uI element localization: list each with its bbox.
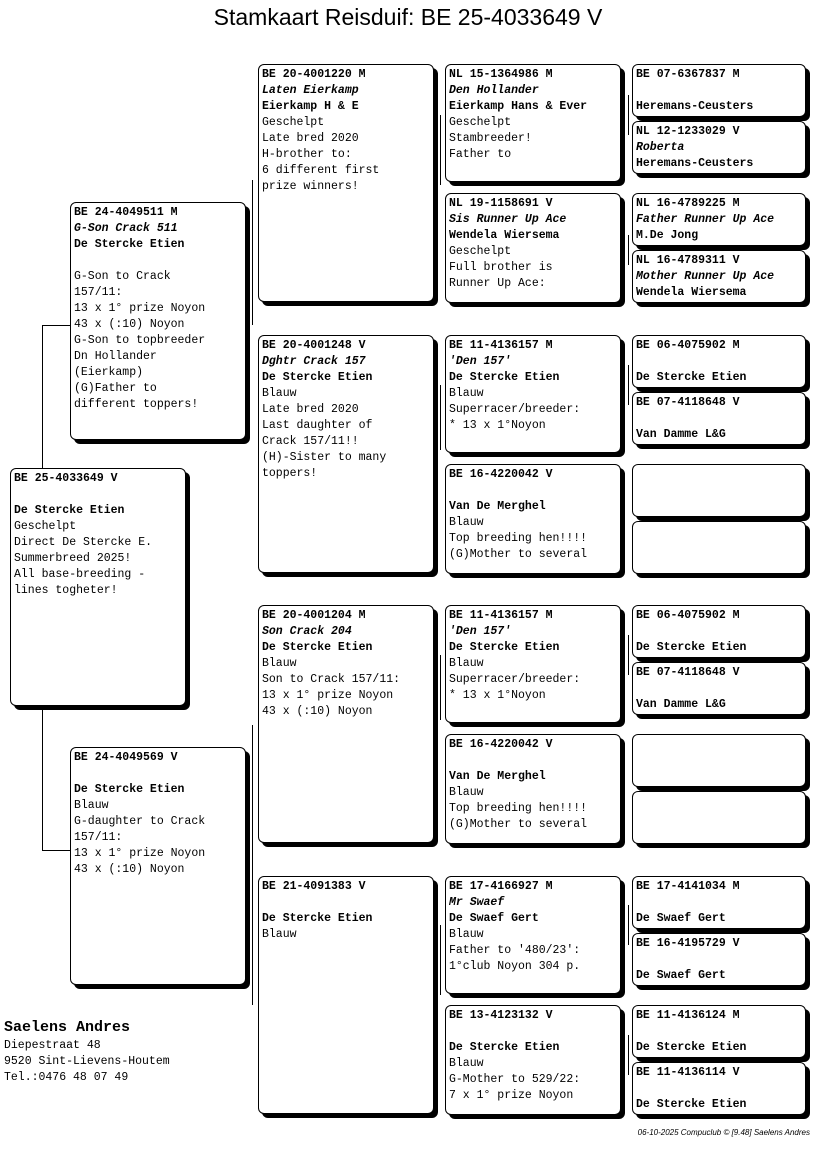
remark-line: Top breeding hen!!!! [449, 532, 588, 545]
pigeon-card-g4a [632, 64, 806, 117]
remark-line: Blauw [262, 387, 297, 400]
pigeon-card-g2b [258, 335, 434, 573]
ring-number: BE 20-4001220 M [262, 68, 366, 81]
owner-name: Heremans-Ceusters [636, 100, 754, 113]
pigeon-card-g3d [445, 464, 621, 574]
ring-number [636, 524, 802, 540]
ring-number: BE 06-4075902 M [636, 339, 740, 352]
spacer [636, 753, 802, 769]
spacer [636, 681, 802, 697]
pigeon-name: G-Son Crack 511 [74, 222, 178, 235]
owner-name [636, 556, 802, 572]
owner-name: De Stercke Etien [636, 371, 747, 384]
connector-line [42, 850, 70, 851]
pigeon-name: Father Runner Up Ace [636, 213, 775, 226]
remark-line: Late bred 2020 [262, 403, 359, 416]
spacer [636, 952, 802, 968]
ring-number: BE 07-6367837 M [636, 68, 740, 81]
pigeon-name [449, 483, 617, 499]
remark-line: Full brother is [449, 261, 553, 274]
breeder-name: Saelens Andres [4, 1019, 131, 1036]
owner-name: Wendela Wiersema [636, 286, 747, 299]
pigeon-card-g4g [632, 464, 806, 517]
remark-line: * 13 x 1°Noyon [449, 419, 546, 432]
pigeon-card-g4h [632, 521, 806, 574]
pigeon-name: Sis Runner Up Ace [449, 213, 567, 226]
remark-line: Superracer/breeder: [449, 403, 581, 416]
pigeon-name [449, 753, 617, 769]
breeder-phone: Tel.:0476 48 07 49 [4, 1071, 129, 1084]
pigeon-card-g4n [632, 933, 806, 986]
remark-line: (G)Mother to several [449, 548, 588, 561]
owner-name [636, 499, 802, 515]
pigeon-card-g2d [258, 876, 434, 1114]
pigeon-card-g2c [258, 605, 434, 843]
pigeon-name [14, 487, 182, 503]
remark-line: All base-breeding - [14, 568, 146, 581]
remark-line: Son to Crack 157/11: [262, 673, 401, 686]
remark-line: Geschelpt [14, 520, 77, 533]
pigeon-card-g4i [632, 605, 806, 658]
breeder-street: Diepestraat 48 [4, 1039, 101, 1052]
ring-number: BE 11-4136114 V [636, 1066, 740, 1079]
pigeon-name: 'Den 157' [449, 625, 512, 638]
ring-number: NL 15-1364986 M [449, 68, 553, 81]
remark-line: Direct De Stercke E. [14, 536, 153, 549]
pigeon-card-g3c [445, 335, 621, 453]
ring-number: BE 11-4136157 M [449, 339, 553, 352]
connector-line [252, 180, 253, 325]
spacer [636, 810, 802, 826]
ring-number [636, 737, 802, 753]
remark-line: 13 x 1° prize Noyon [74, 302, 206, 315]
remark-line: (H)-Sister to many [262, 451, 387, 464]
owner-name: Heremans-Ceusters [636, 157, 754, 170]
ring-number: BE 20-4001248 V [262, 339, 366, 352]
remark-line: Blauw [449, 1057, 484, 1070]
remark-line: (G)Father to [74, 382, 157, 395]
owner-name: De Stercke Etien [636, 641, 747, 654]
connector-line [440, 655, 441, 720]
owner-name: De Stercke Etien [449, 1041, 560, 1054]
pigeon-card-g4o [632, 1005, 806, 1058]
remark-line: Father to [449, 148, 512, 161]
ring-number: BE 17-4166927 M [449, 880, 553, 893]
spacer [636, 540, 802, 556]
remark-line: Geschelpt [449, 245, 512, 258]
pigeon-card-g3a [445, 64, 621, 182]
remark-line: lines togheter! [14, 584, 118, 597]
connector-line [252, 725, 253, 1005]
owner-name: Van Damme L&G [636, 698, 726, 711]
ring-number: BE 11-4136157 M [449, 609, 553, 622]
pigeon-card-g3f [445, 734, 621, 844]
remark-line: Runner Up Ace: [449, 277, 546, 290]
remark-line: 13 x 1° prize Noyon [262, 689, 394, 702]
pigeon-name [262, 895, 430, 911]
ring-number [636, 794, 802, 810]
connector-line [628, 95, 629, 135]
ring-number: BE 07-4118648 V [636, 666, 740, 679]
pigeon-name: Laten Eierkamp [262, 84, 359, 97]
remark-line: different toppers! [74, 398, 199, 411]
ring-number: BE 13-4123132 V [449, 1009, 553, 1022]
owner-name: Van De Merghel [449, 500, 546, 513]
ring-number: BE 11-4136124 M [636, 1009, 740, 1022]
pigeon-card-g4p [632, 1062, 806, 1115]
pigeon-name: Mr Swaef [449, 896, 505, 909]
spacer [636, 895, 802, 911]
owner-name: Van De Merghel [449, 770, 546, 783]
pigeon-name: 'Den 157' [449, 355, 512, 368]
spacer [636, 624, 802, 640]
remark-line: Stambreeder! [449, 132, 532, 145]
page-title: Stamkaart Reisduif: BE 25-4033649 V [213, 4, 603, 30]
breeder-info [4, 1018, 170, 1086]
remark-line: 1°club Noyon 304 p. [449, 960, 581, 973]
ring-number: BE 16-4220042 V [449, 738, 553, 751]
remark-line: (Eierkamp) [74, 366, 144, 379]
remark-line: 7 x 1° prize Noyon [449, 1089, 574, 1102]
ring-number: BE 07-4118648 V [636, 396, 740, 409]
pigeon-card-g4c [632, 193, 806, 246]
ring-number: BE 16-4195729 V [636, 937, 740, 950]
pigeon-name: Mother Runner Up Ace [636, 270, 775, 283]
spacer [636, 483, 802, 499]
remark-line: H-brother to: [262, 148, 352, 161]
connector-line [628, 905, 629, 945]
pigeon-name: Roberta [636, 141, 685, 154]
pigeon-card-g4m [632, 876, 806, 929]
connector-line [628, 1035, 629, 1075]
owner-name: Van Damme L&G [636, 428, 726, 441]
remark-line: 43 x (:10) Noyon [262, 705, 373, 718]
remark-line: Blauw [262, 928, 297, 941]
remark-line: 43 x (:10) Noyon [74, 863, 185, 876]
remark-line: Blauw [449, 657, 484, 670]
pigeon-card-g3e [445, 605, 621, 723]
owner-name: De Stercke Etien [262, 371, 373, 384]
pigeon-card-g4b [632, 121, 806, 174]
remark-line: Blauw [449, 387, 484, 400]
remark-line: Blauw [74, 799, 109, 812]
remark-line: G-daughter to Crack [74, 815, 206, 828]
owner-name: De Swaef Gert [636, 969, 726, 982]
ring-number: NL 19-1158691 V [449, 197, 553, 210]
remark-line: prize winners! [262, 180, 359, 193]
breeder-city: 9520 Sint-Lievens-Houtem [4, 1055, 170, 1068]
ring-number: NL 16-4789311 V [636, 254, 740, 267]
owner-name: De Stercke Etien [262, 641, 373, 654]
ring-number: BE 17-4141034 M [636, 880, 740, 893]
remark-line: 6 different first [262, 164, 380, 177]
remark-line: Crack 157/11!! [262, 435, 359, 448]
spacer [636, 1081, 802, 1097]
owner-name: De Stercke Etien [449, 371, 560, 384]
pigeon-name: Den Hollander [449, 84, 539, 97]
pigeon-card-g4j [632, 662, 806, 715]
ring-number: BE 25-4033649 V [14, 472, 118, 485]
pigeon-name [449, 1024, 617, 1040]
ring-number: BE 21-4091383 V [262, 880, 366, 893]
connector-line [440, 385, 441, 450]
remark-line: G-Son to topbreeder [74, 334, 206, 347]
ring-number: NL 12-1233029 V [636, 125, 740, 138]
pigeon-card-g4f [632, 392, 806, 445]
remark-line: Blauw [449, 786, 484, 799]
remark-line: Superracer/breeder: [449, 673, 581, 686]
pigeon-card-g1a [70, 202, 246, 440]
spacer [636, 1024, 802, 1040]
ring-number: NL 16-4789225 M [636, 197, 740, 210]
connector-line [628, 235, 629, 265]
remark-line: (G)Mother to several [449, 818, 588, 831]
remark-line: * 13 x 1°Noyon [449, 689, 546, 702]
remark-line: 13 x 1° prize Noyon [74, 847, 206, 860]
connector-line [628, 365, 629, 405]
remark-line: Late bred 2020 [262, 132, 359, 145]
owner-name: De Stercke Etien [74, 783, 185, 796]
owner-name [636, 769, 802, 785]
spacer [636, 411, 802, 427]
connector-line [628, 635, 629, 675]
pigeon-card-g4k [632, 734, 806, 787]
ring-number: BE 16-4220042 V [449, 468, 553, 481]
remark-line: toppers! [262, 467, 318, 480]
pigeon-card-g4d [632, 250, 806, 303]
owner-name: De Stercke Etien [636, 1041, 747, 1054]
remark-line: 157/11: [74, 831, 123, 844]
pigeon-card-g4l [632, 791, 806, 844]
spacer [636, 354, 802, 370]
remark-line: Top breeding hen!!!! [449, 802, 588, 815]
connector-line [440, 115, 441, 185]
pigeon-card-g3h [445, 1005, 621, 1115]
remark-line: Blauw [449, 928, 484, 941]
ring-number: BE 20-4001204 M [262, 609, 366, 622]
remark-line: Dn Hollander [74, 350, 157, 363]
pigeon-name [74, 766, 242, 782]
owner-name: De Stercke Etien [74, 238, 185, 251]
owner-name: Eierkamp H & E [262, 100, 359, 113]
owner-name: M.De Jong [636, 229, 699, 242]
owner-name: De Stercke Etien [449, 641, 560, 654]
connector-line [440, 925, 441, 995]
owner-name: De Stercke Etien [636, 1098, 747, 1111]
pigeon-card-g4e [632, 335, 806, 388]
remark-line: 157/11: [74, 286, 123, 299]
ring-number: BE 24-4049569 V [74, 751, 178, 764]
remark-line: Geschelpt [262, 116, 325, 129]
ring-number: BE 24-4049511 M [74, 206, 178, 219]
pigeon-card-g0 [10, 468, 186, 706]
owner-name: De Stercke Etien [262, 912, 373, 925]
pigeon-card-g3b [445, 193, 621, 303]
remark-line: Last daughter of [262, 419, 373, 432]
pigeon-name: Dghtr Crack 157 [262, 355, 366, 368]
remark-line: G-Mother to 529/22: [449, 1073, 581, 1086]
remark-line: Summerbreed 2025! [14, 552, 132, 565]
remark-line: Blauw [262, 657, 297, 670]
remark-line: 43 x (:10) Noyon [74, 318, 185, 331]
remark-line [74, 253, 242, 269]
owner-name: De Stercke Etien [14, 504, 125, 517]
owner-name: De Swaef Gert [636, 912, 726, 925]
owner-name: Eierkamp Hans & Ever [449, 100, 588, 113]
owner-name: De Swaef Gert [449, 912, 539, 925]
spacer [636, 83, 802, 99]
owner-name [636, 826, 802, 842]
footer-note: 06-10-2025 Compuclub © [9.48] Saelens Andres [637, 1128, 810, 1137]
pigeon-card-g2a [258, 64, 434, 302]
pigeon-card-g3g [445, 876, 621, 994]
remark-line: Father to '480/23': [449, 944, 581, 957]
remark-line: G-Son to Crack [74, 270, 171, 283]
owner-name: Wendela Wiersema [449, 229, 560, 242]
remark-line: Blauw [449, 516, 484, 529]
connector-line [42, 325, 70, 326]
ring-number [636, 467, 802, 483]
ring-number: BE 06-4075902 M [636, 609, 740, 622]
pigeon-card-g1b [70, 747, 246, 985]
remark-line: Geschelpt [449, 116, 512, 129]
pigeon-name: Son Crack 204 [262, 625, 352, 638]
